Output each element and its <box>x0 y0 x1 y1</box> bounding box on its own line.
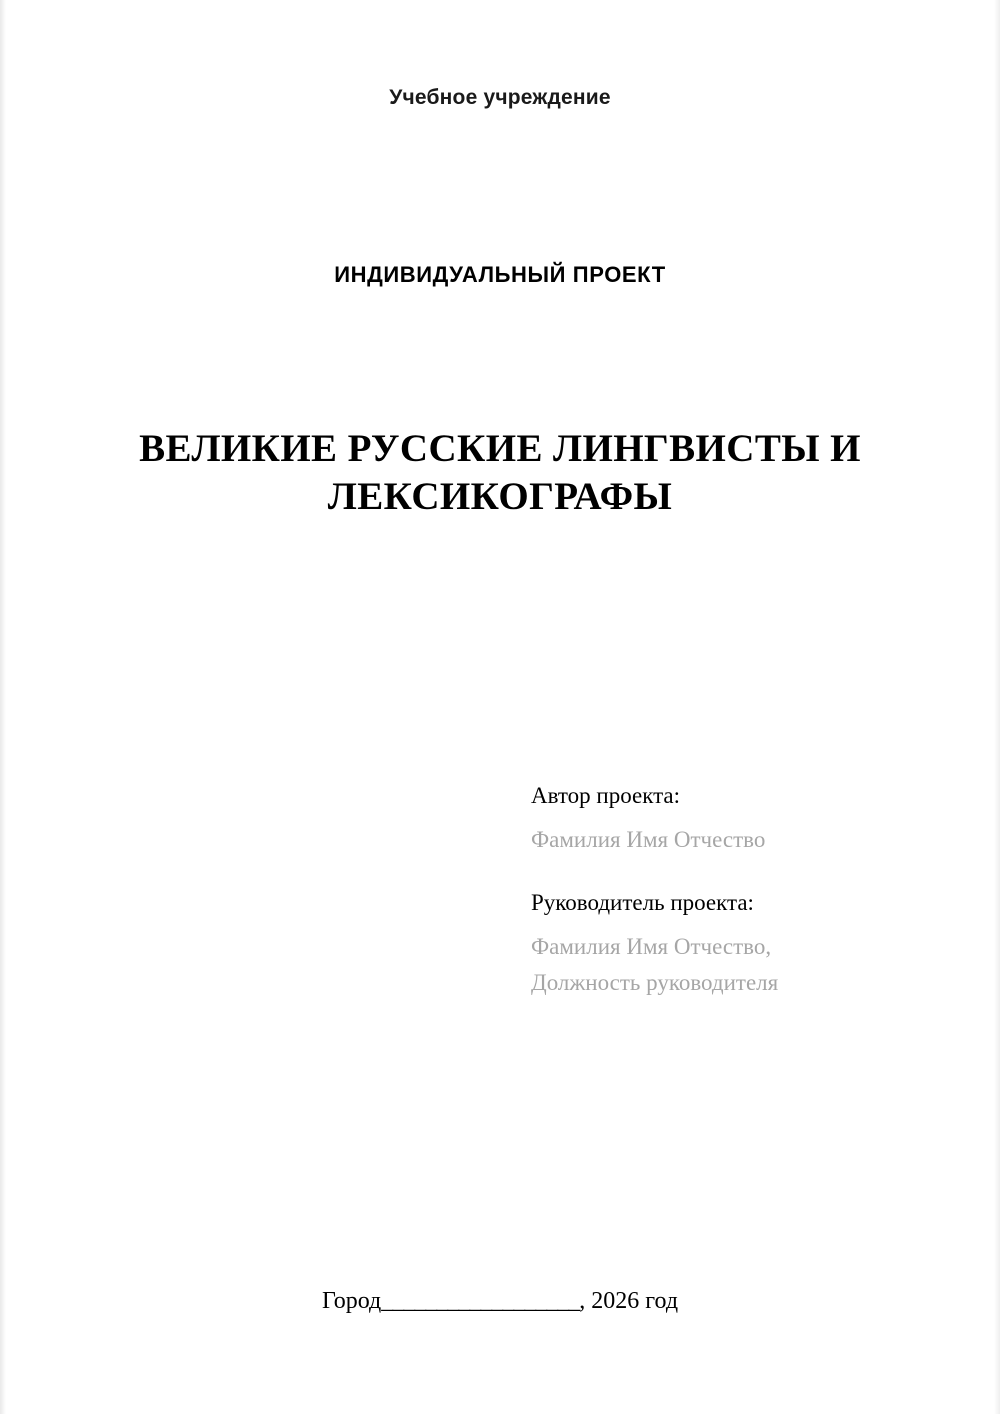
supervisor-label: Руководитель проекта: <box>531 890 754 916</box>
year-text: , 2026 год <box>579 1288 679 1314</box>
supervisor-value <box>531 929 931 1000</box>
author-label: Автор проекта: <box>531 783 680 808</box>
city-blank-line: __________________ <box>381 1288 580 1314</box>
institution-name: Учебное учреждение <box>389 86 611 109</box>
author-value <box>531 822 931 858</box>
supervisor-position: Должность руководителя <box>531 969 779 995</box>
supervisor-block <box>531 885 931 1000</box>
document-type-heading: ИНДИВИДУАЛЬНЫЙ ПРОЕКТ <box>334 262 666 287</box>
author-block <box>531 778 931 857</box>
footer-city-year <box>0 1288 1000 1315</box>
author-name: Фамилия Имя Отчество <box>531 826 766 852</box>
supervisor-name: Фамилия Имя Отчество, <box>531 933 772 959</box>
city-label: Город <box>321 1288 382 1314</box>
credits-section <box>531 778 931 1000</box>
page-title: ВЕЛИКИЕ РУССКИЕ ЛИНГВИСТЫ И ЛЕКСИКОГРАФЫ <box>139 427 861 518</box>
